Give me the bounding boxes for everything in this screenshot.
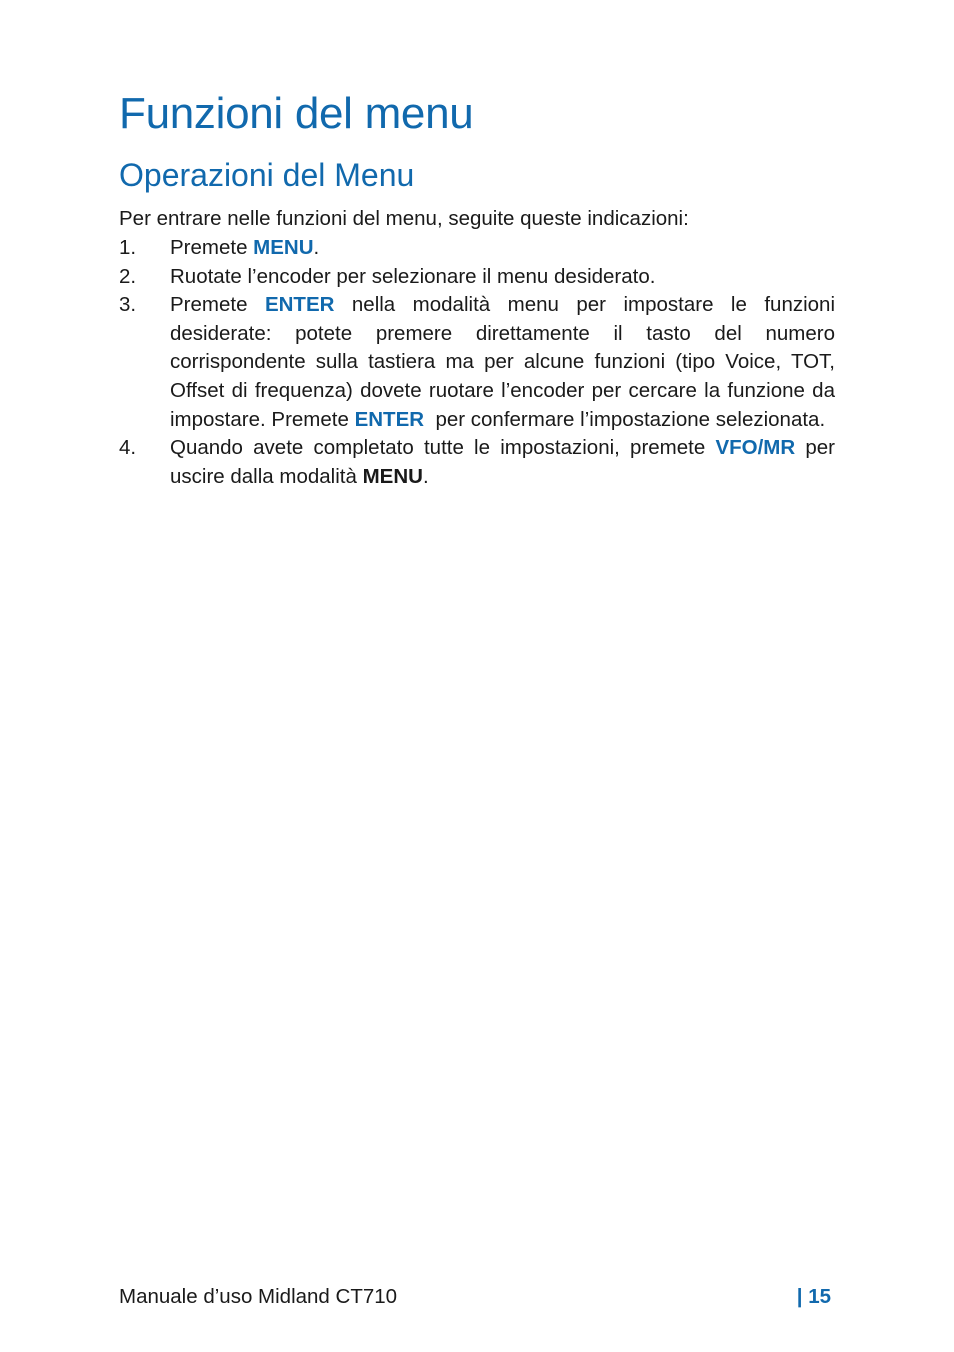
footer-page-number: | 15	[796, 1285, 831, 1308]
step-text: Premete	[170, 293, 265, 317]
step-number: 3.	[119, 293, 137, 317]
step-number: 4.	[119, 436, 137, 460]
enter-key-label: ENTER	[264, 293, 335, 317]
list-item	[119, 234, 835, 263]
step-text: Premete	[170, 236, 254, 259]
vfo-mr-key-label: VFO/MR	[715, 436, 796, 460]
footer-manual-name: Manuale d’uso Midland CT710	[119, 1285, 398, 1308]
enter-key-label: ENTER	[354, 407, 425, 431]
step-text: nella modalità menu per impostare le funzioni desiderate: potete premere direttamente il tasto del numero corrispondente sulla tastiera ma per alcune funzioni (tipo Voice, TOT, Offset di frequenza) dovete ruotare l’encoder per cercare la funzione da impostare. Premete	[170, 293, 836, 431]
page-title: Funzioni del menu	[119, 89, 474, 138]
step-text: Quando avete completato tutte le impostazioni, premete	[170, 436, 716, 460]
step-number: 1.	[119, 236, 137, 259]
section-title: Operazioni del Menu	[119, 157, 415, 193]
steps-list	[119, 234, 835, 491]
menu-mode-label: MENU	[362, 464, 423, 488]
list-item	[119, 263, 835, 292]
list-item	[119, 291, 835, 434]
step-text: .	[422, 464, 429, 488]
step-text: per confermare l’impostazione selezionata.	[424, 407, 826, 431]
step-text: .	[313, 236, 320, 259]
step-number: 2.	[119, 264, 137, 288]
step-text: per uscire dalla modalità	[170, 436, 835, 488]
intro-paragraph: Per entrare nelle funzioni del menu, seguite queste indicazioni:	[119, 207, 689, 230]
step-text: Ruotate l’encoder per selezionare il menu desiderato.	[170, 264, 656, 288]
list-item	[119, 434, 835, 491]
menu-key-label: MENU	[253, 236, 314, 259]
